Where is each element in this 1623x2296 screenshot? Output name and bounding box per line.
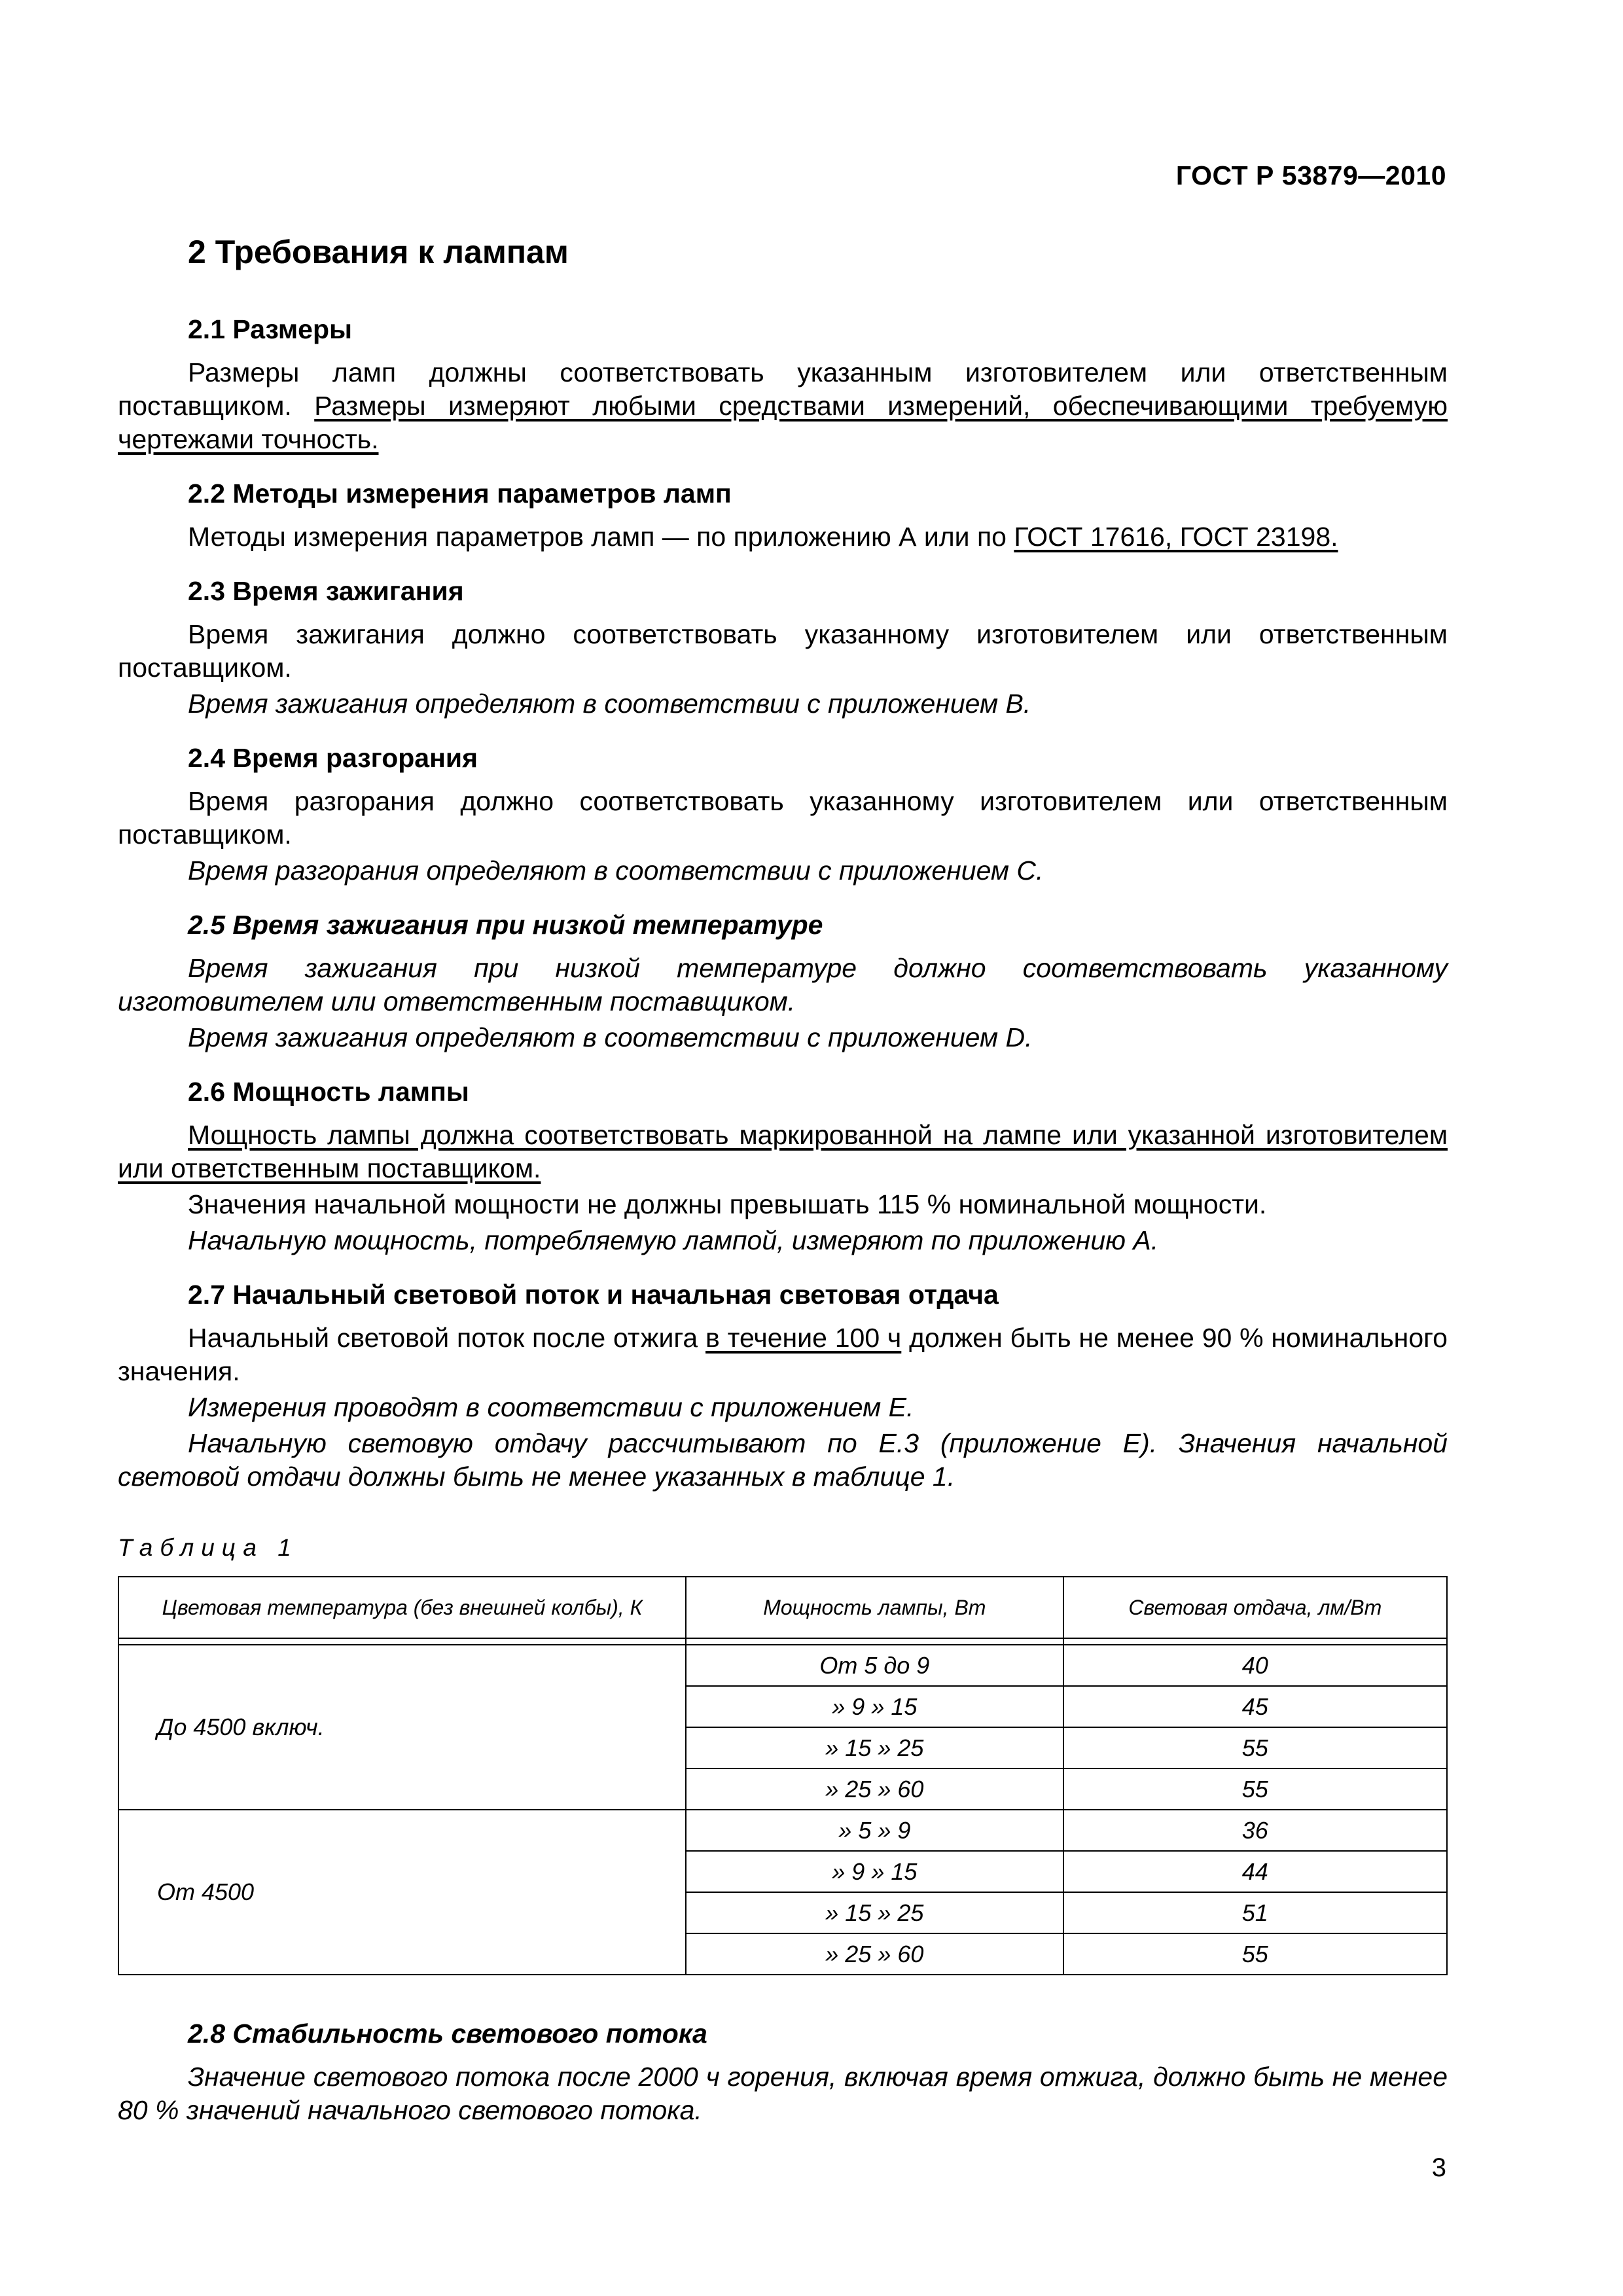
subsection-2-7-text bbox=[118, 1321, 1448, 1388]
subsection-2-7-efficacy: Начальную световую отдачу рассчитывают по Е.3 (приложение Е). Значения начальной световой отдачи должны быть не менее указанных в таблице 1. bbox=[118, 1428, 1448, 1492]
efficacy-cell: 55 bbox=[1063, 1727, 1447, 1768]
subsection-2-7-title: 2.7 Начальный световой поток и начальная световая отдача bbox=[188, 1280, 999, 1310]
text-plain: должен быть не менее 90 % номинального значения. bbox=[118, 1323, 1448, 1386]
subsection-2-1-title: 2.1 Размеры bbox=[188, 314, 353, 344]
efficacy-cell: 55 bbox=[1063, 1768, 1447, 1810]
power-cell: » 15 » 25 bbox=[686, 1892, 1063, 1933]
header-luminous-efficacy: Световая отдача, лм/Вт bbox=[1063, 1577, 1447, 1638]
efficacy-cell: 45 bbox=[1063, 1686, 1447, 1727]
subsection-2-4-method: Время разгорания определяют в соответствии с приложением С. bbox=[188, 855, 1044, 886]
power-cell: » 5 » 9 bbox=[686, 1810, 1063, 1851]
page-content bbox=[118, 229, 1448, 2127]
subsection-2-3-text: Время зажигания должно соответствовать указанному изготовителем или ответственным поставщиком. bbox=[118, 619, 1448, 683]
power-cell: » 25 » 60 bbox=[686, 1768, 1063, 1810]
power-cell: » 9 » 15 bbox=[686, 1851, 1063, 1892]
group-label-from-4500: От 4500 bbox=[118, 1810, 686, 1975]
underlined-amendment: в течение 100 ч bbox=[705, 1323, 902, 1353]
power-cell: » 15 » 25 bbox=[686, 1727, 1063, 1768]
efficacy-cell: 51 bbox=[1063, 1892, 1447, 1933]
subsection-2-5-title: 2.5 Время зажигания при низкой температуре bbox=[188, 910, 823, 940]
table-caption: Таблица 1 bbox=[118, 1534, 298, 1561]
text-plain: Методы измерения параметров ламп — по приложению А или по bbox=[188, 522, 1014, 552]
header-color-temperature: Цветовая температура (без внешней колбы), К bbox=[118, 1577, 686, 1638]
subsection-2-6-limit: Значения начальной мощности не должны превышать 115 % номинальной мощности. bbox=[188, 1189, 1267, 1219]
efficacy-cell: 36 bbox=[1063, 1810, 1447, 1851]
subsection-2-1-text bbox=[118, 356, 1448, 456]
power-cell: » 25 » 60 bbox=[686, 1933, 1063, 1975]
table-row bbox=[118, 1645, 1447, 1686]
subsection-2-4-title: 2.4 Время разгорания bbox=[188, 743, 478, 773]
efficacy-cell: 44 bbox=[1063, 1851, 1447, 1892]
subsection-2-5-text: Время зажигания при низкой температуре должно соответствовать указанному изготовителем или ответственным поставщиком. bbox=[118, 953, 1448, 1016]
table-1 bbox=[118, 1576, 1448, 1975]
table-row bbox=[118, 1810, 1447, 1851]
subsection-2-2-text bbox=[118, 520, 1448, 554]
subsection-2-2-title: 2.2 Методы измерения параметров ламп bbox=[188, 478, 732, 509]
subsection-2-6-title: 2.6 Мощность лампы bbox=[188, 1077, 469, 1107]
subsection-2-7-measure: Измерения проводят в соответствии с приложением Е. bbox=[188, 1392, 914, 1422]
subsection-2-3-method: Время зажигания определяют в соответствии с приложением В. bbox=[188, 689, 1031, 719]
standard-reference-link: ГОСТ 17616, ГОСТ 23198. bbox=[1014, 522, 1338, 552]
underlined-amendment: Размеры измеряют любыми средствами измерений, обеспечивающими требуемую чертежами точность. bbox=[118, 391, 1448, 454]
efficacy-cell: 40 bbox=[1063, 1645, 1447, 1686]
document-code: ГОСТ Р 53879—2010 bbox=[1175, 160, 1446, 190]
text-plain: Размеры ламп должны соответствовать указанным изготовителем или ответственным поставщиком. bbox=[118, 357, 1448, 421]
power-cell: От 5 до 9 bbox=[686, 1645, 1063, 1686]
text-plain: Начальный световой поток после отжига bbox=[188, 1323, 706, 1353]
table-header-row bbox=[118, 1577, 1447, 1638]
efficacy-cell: 55 bbox=[1063, 1933, 1447, 1975]
subsection-2-8-title: 2.8 Стабильность светового потока bbox=[188, 2018, 707, 2049]
header-lamp-power: Мощность лампы, Вт bbox=[686, 1577, 1063, 1638]
subsection-2-6-text bbox=[118, 1119, 1448, 1185]
subsection-2-5-method: Время зажигания определяют в соответствии с приложением D. bbox=[188, 1022, 1033, 1052]
group-label-up-to-4500: До 4500 включ. bbox=[118, 1645, 686, 1810]
subsection-2-6-method: Начальную мощность, потребляемую лампой, измеряют по приложению А. bbox=[188, 1225, 1159, 1255]
power-cell: » 9 » 15 bbox=[686, 1686, 1063, 1727]
subsection-2-8-text: Значение светового потока после 2000 ч горения, включая время отжига, должно быть не менее 80 % значений начального светового потока. bbox=[118, 2062, 1448, 2125]
underlined-amendment: Мощность лампы должна соответствовать маркированной на лампе или указанной изготовителем или ответственным поставщиком. bbox=[118, 1120, 1448, 1183]
page-number: 3 bbox=[1431, 2153, 1446, 2182]
table-spacer-row bbox=[118, 1638, 1447, 1645]
section-title: 2 Требования к лампам bbox=[188, 234, 569, 270]
subsection-2-4-text: Время разгорания должно соответствовать указанному изготовителем или ответственным поставщиком. bbox=[118, 786, 1448, 850]
subsection-2-3-title: 2.3 Время зажигания bbox=[188, 576, 464, 606]
